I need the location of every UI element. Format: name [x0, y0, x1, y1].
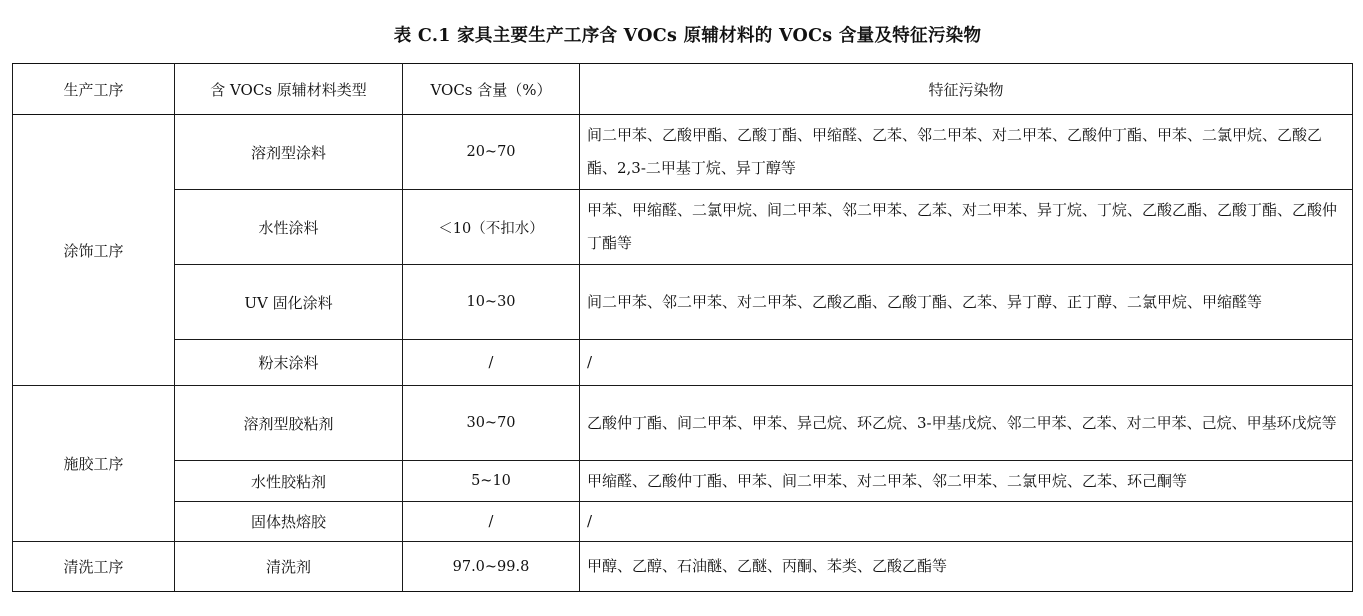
header-row [13, 64, 1353, 115]
table-row [13, 190, 1353, 265]
header-pollutants: 特征污染物 [580, 64, 1353, 115]
header-voc-content: VOCs 含量（%） [403, 64, 580, 115]
process-cell: 涂饰工序 [13, 115, 175, 386]
material-cell: 溶剂型胶粘剂 [175, 386, 403, 461]
material-cell: 水性胶粘剂 [175, 461, 403, 502]
table-row [13, 386, 1353, 461]
content-cell: / [403, 340, 580, 386]
content-cell: 30~70 [403, 386, 580, 461]
content-cell: 5~10 [403, 461, 580, 502]
pollutants-cell: 间二甲苯、乙酸甲酯、乙酸丁酯、甲缩醛、乙苯、邻二甲苯、对二甲苯、乙酸仲丁酯、甲苯、二氯甲烷、乙酸乙酯、2,3-二甲基丁烷、异丁醇等 [580, 115, 1353, 190]
material-cell: 溶剂型涂料 [175, 115, 403, 190]
content-cell: 20~70 [403, 115, 580, 190]
table-row [13, 461, 1353, 502]
material-cell: UV 固化涂料 [175, 265, 403, 340]
pollutants-cell: 甲缩醛、乙酸仲丁酯、甲苯、间二甲苯、对二甲苯、邻二甲苯、二氯甲烷、乙苯、环己酮等 [580, 461, 1353, 502]
content-cell: 97.0~99.8 [403, 542, 580, 592]
content-cell: 10~30 [403, 265, 580, 340]
pollutants-cell: 乙酸仲丁酯、间二甲苯、甲苯、异己烷、环乙烷、3-甲基戊烷、邻二甲苯、乙苯、对二甲苯、己烷、甲基环戊烷等 [580, 386, 1353, 461]
table-row [13, 115, 1353, 190]
material-cell: 清洗剂 [175, 542, 403, 592]
voc-content-table [12, 63, 1353, 592]
content-cell: ＜10（不扣水） [403, 190, 580, 265]
pollutants-cell: 甲苯、甲缩醛、二氯甲烷、间二甲苯、邻二甲苯、乙苯、对二甲苯、异丁烷、丁烷、乙酸乙酯、乙酸丁酯、乙酸仲丁酯等 [580, 190, 1353, 265]
table-row [13, 502, 1353, 542]
header-material-type: 含 VOCs 原辅材料类型 [175, 64, 403, 115]
table-row [13, 340, 1353, 386]
table-row [13, 265, 1353, 340]
table-row [13, 542, 1353, 592]
pollutants-cell: 甲醇、乙醇、石油醚、乙醚、丙酮、苯类、乙酸乙酯等 [580, 542, 1353, 592]
table-title: 表 C.1 家具主要生产工序含 VOCs 原辅材料的 VOCs 含量及特征污染物 [393, 26, 982, 46]
material-cell: 粉末涂料 [175, 340, 403, 386]
pollutants-cell: 间二甲苯、邻二甲苯、对二甲苯、乙酸乙酯、乙酸丁酯、乙苯、异丁醇、正丁醇、二氯甲烷、甲缩醛等 [580, 265, 1353, 340]
content-cell: / [403, 502, 580, 542]
header-process: 生产工序 [13, 64, 175, 115]
material-cell: 水性涂料 [175, 190, 403, 265]
pollutants-cell: / [580, 502, 1353, 542]
material-cell: 固体热熔胶 [175, 502, 403, 542]
process-cell: 施胶工序 [13, 386, 175, 542]
process-cell: 清洗工序 [13, 542, 175, 592]
pollutants-cell: / [580, 340, 1353, 386]
